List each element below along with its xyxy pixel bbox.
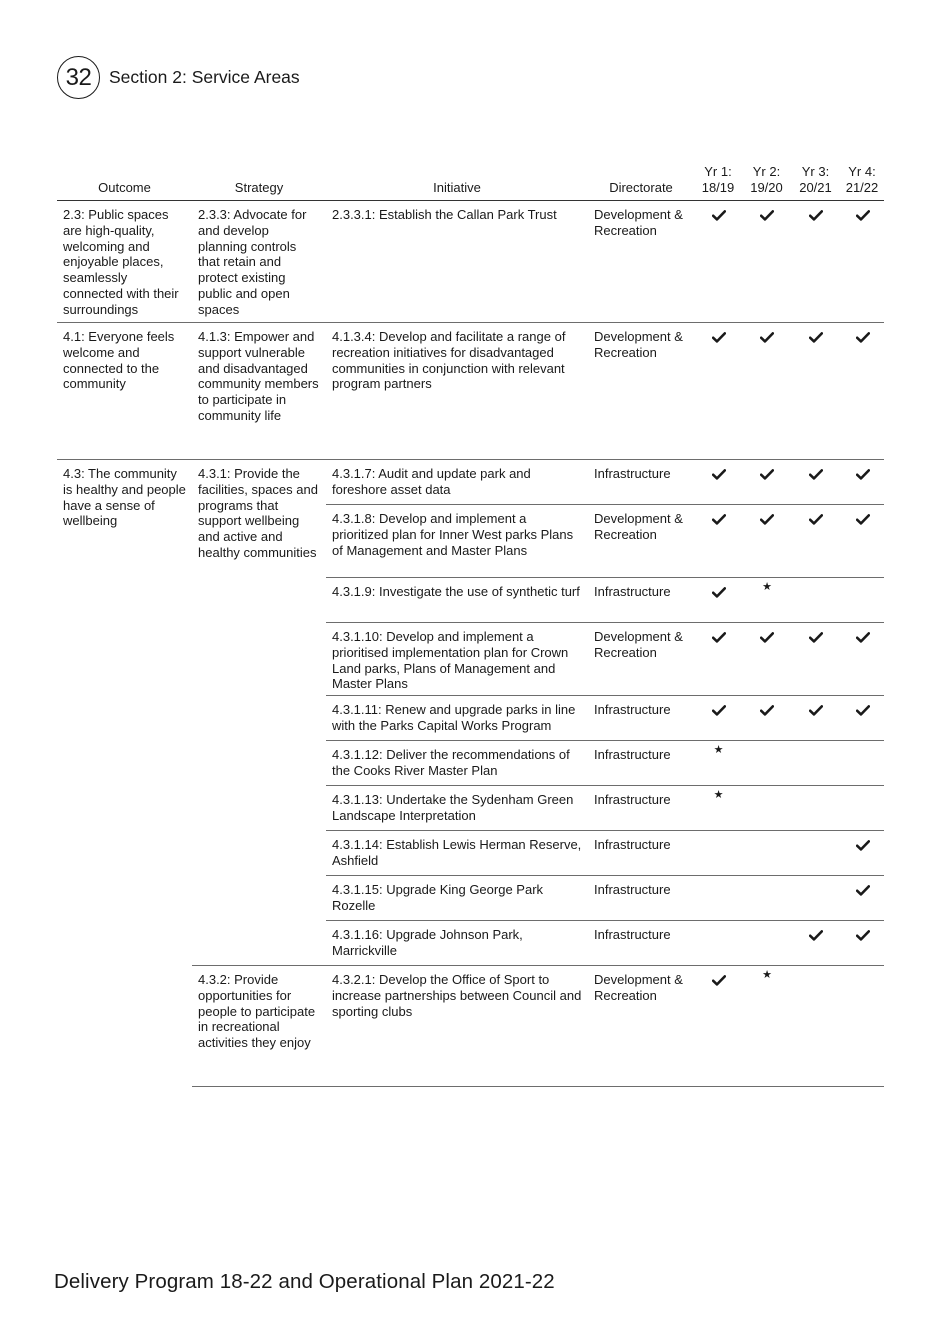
yr4-mark bbox=[840, 460, 884, 505]
yr1-mark bbox=[694, 460, 742, 505]
yr3-mark bbox=[791, 578, 840, 623]
directorate-cell: Development & Recreation bbox=[588, 966, 694, 1087]
yr4-mark bbox=[840, 876, 884, 921]
yr3-mark bbox=[791, 696, 840, 741]
yr2-mark bbox=[742, 578, 791, 623]
initiative-cell: 4.3.1.9: Investigate the use of synthetic turf bbox=[326, 578, 588, 623]
yr2-mark bbox=[742, 921, 791, 966]
yr3-mark bbox=[791, 460, 840, 505]
check-icon bbox=[856, 705, 870, 716]
directorate-cell: Development & Recreation bbox=[588, 623, 694, 696]
yr1-mark bbox=[694, 696, 742, 741]
initiative-cell: 4.3.1.7: Audit and update park and foreshore asset data bbox=[326, 460, 588, 505]
yr3-mark bbox=[791, 876, 840, 921]
yr4-mark bbox=[840, 831, 884, 876]
yr3-mark bbox=[791, 741, 840, 786]
yr3-mark bbox=[791, 786, 840, 831]
yr3-mark bbox=[791, 201, 840, 323]
table-row bbox=[57, 323, 884, 460]
plan-table bbox=[57, 160, 884, 1087]
directorate-cell: Infrastructure bbox=[588, 831, 694, 876]
initiative-cell: 4.3.1.14: Establish Lewis Herman Reserve, Ashfield bbox=[326, 831, 588, 876]
page-header bbox=[57, 56, 300, 99]
yr1-mark bbox=[694, 741, 742, 786]
check-icon bbox=[712, 705, 726, 716]
check-icon bbox=[856, 885, 870, 896]
col-yr1: Yr 1: 18/19 bbox=[694, 160, 742, 201]
initiative-cell: 4.3.2.1: Develop the Office of Sport to increase partnerships between Council and sporting clubs bbox=[326, 966, 588, 1087]
col-initiative: Initiative bbox=[326, 160, 588, 201]
directorate-cell: Infrastructure bbox=[588, 786, 694, 831]
directorate-cell: Infrastructure bbox=[588, 696, 694, 741]
strategy-cell: 4.3.2: Provide opportunities for people to participate in recreational activities they enjoy bbox=[192, 966, 326, 1087]
check-icon bbox=[712, 332, 726, 343]
star-icon: ★ bbox=[762, 969, 772, 982]
yr1-mark bbox=[694, 201, 742, 323]
directorate-cell: Infrastructure bbox=[588, 741, 694, 786]
yr1-mark bbox=[694, 505, 742, 578]
yr2-mark bbox=[742, 876, 791, 921]
star-icon: ★ bbox=[713, 789, 724, 802]
yr1-mark bbox=[694, 578, 742, 623]
yr2-mark bbox=[742, 460, 791, 505]
yr4-mark bbox=[840, 623, 884, 696]
section-title: Section 2: Service Areas bbox=[109, 67, 300, 87]
yr2-mark bbox=[742, 831, 791, 876]
check-icon bbox=[760, 210, 774, 221]
col-outcome: Outcome bbox=[57, 160, 192, 201]
check-icon bbox=[712, 514, 726, 525]
check-icon bbox=[760, 469, 774, 480]
check-icon bbox=[856, 332, 870, 343]
yr2-mark bbox=[742, 966, 791, 1087]
check-icon bbox=[760, 705, 774, 716]
outcome-cell: 2.3: Public spaces are high-quality, welcoming and enjoyable places, seamlessly connected with their surroundings bbox=[57, 201, 192, 323]
yr3-mark bbox=[791, 323, 840, 460]
initiative-cell: 4.3.1.11: Renew and upgrade parks in line with the Parks Capital Works Program bbox=[326, 696, 588, 741]
check-icon bbox=[809, 930, 823, 941]
check-icon bbox=[856, 210, 870, 221]
yr4-mark bbox=[840, 966, 884, 1087]
directorate-cell: Development & Recreation bbox=[588, 505, 694, 578]
initiative-cell: 4.3.1.13: Undertake the Sydenham Green Landscape Interpretation bbox=[326, 786, 588, 831]
yr4-mark bbox=[840, 786, 884, 831]
col-yr2: Yr 2: 19/20 bbox=[742, 160, 791, 201]
yr2-mark bbox=[742, 323, 791, 460]
yr1-mark bbox=[694, 966, 742, 1087]
header-row bbox=[57, 160, 884, 201]
outcome-cell: 4.1: Everyone feels welcome and connected to the community bbox=[57, 323, 192, 460]
initiative-cell: 4.1.3.4: Develop and facilitate a range of recreation initiatives for disadvantaged communities in conjunction with relevant program partners bbox=[326, 323, 588, 460]
yr2-mark bbox=[742, 741, 791, 786]
star-icon: ★ bbox=[713, 744, 724, 757]
yr2-mark bbox=[742, 696, 791, 741]
yr3-mark bbox=[791, 966, 840, 1087]
check-icon bbox=[809, 210, 823, 221]
yr1-mark bbox=[694, 921, 742, 966]
table-row bbox=[57, 460, 884, 505]
yr2-mark bbox=[742, 505, 791, 578]
col-yr3: Yr 3: 20/21 bbox=[791, 160, 840, 201]
check-icon bbox=[856, 930, 870, 941]
col-yr4: Yr 4: 21/22 bbox=[840, 160, 884, 201]
directorate-cell: Infrastructure bbox=[588, 578, 694, 623]
col-directorate: Directorate bbox=[588, 160, 694, 201]
yr4-mark bbox=[840, 201, 884, 323]
initiative-cell: 2.3.3.1: Establish the Callan Park Trust bbox=[326, 201, 588, 323]
yr4-mark bbox=[840, 921, 884, 966]
initiative-cell: 4.3.1.10: Develop and implement a prioritised implementation plan for Crown Land parks, Plans of Management and Master Plans bbox=[326, 623, 588, 696]
check-icon bbox=[712, 975, 726, 986]
check-icon bbox=[856, 632, 870, 643]
initiative-cell: 4.3.1.16: Upgrade Johnson Park, Marrickville bbox=[326, 921, 588, 966]
check-icon bbox=[856, 514, 870, 525]
yr1-mark bbox=[694, 876, 742, 921]
directorate-cell: Infrastructure bbox=[588, 876, 694, 921]
strategy-cell: 4.1.3: Empower and support vulnerable and disadvantaged community members to participate in community life bbox=[192, 323, 326, 460]
footer-title: Delivery Program 18-22 and Operational Plan 2021-22 bbox=[54, 1270, 555, 1293]
check-icon bbox=[760, 514, 774, 525]
page-number: 32 bbox=[57, 56, 100, 99]
yr2-mark bbox=[742, 201, 791, 323]
initiative-cell: 4.3.1.12: Deliver the recommendations of the Cooks River Master Plan bbox=[326, 741, 588, 786]
col-strategy: Strategy bbox=[192, 160, 326, 201]
table-row bbox=[57, 201, 884, 323]
check-icon bbox=[760, 632, 774, 643]
strategy-cell: 4.3.1: Provide the facilities, spaces and programs that support wellbeing and active and healthy communities bbox=[192, 460, 326, 966]
outcome-cell: 4.3: The community is healthy and people have a sense of wellbeing bbox=[63, 466, 186, 529]
yr1-mark bbox=[694, 786, 742, 831]
directorate-cell: Development & Recreation bbox=[588, 201, 694, 323]
check-icon bbox=[712, 469, 726, 480]
yr1-mark bbox=[694, 323, 742, 460]
check-icon bbox=[809, 632, 823, 643]
directorate-cell: Infrastructure bbox=[588, 460, 694, 505]
check-icon bbox=[809, 332, 823, 343]
yr3-mark bbox=[791, 623, 840, 696]
yr3-mark bbox=[791, 505, 840, 578]
yr2-mark bbox=[742, 623, 791, 696]
check-icon bbox=[760, 332, 774, 343]
directorate-cell: Development & Recreation bbox=[588, 323, 694, 460]
check-icon bbox=[809, 514, 823, 525]
yr1-mark bbox=[694, 623, 742, 696]
yr4-mark bbox=[840, 741, 884, 786]
star-icon: ★ bbox=[762, 581, 772, 594]
yr3-mark bbox=[791, 921, 840, 966]
check-icon bbox=[856, 840, 870, 851]
yr4-mark bbox=[840, 578, 884, 623]
yr4-mark bbox=[840, 323, 884, 460]
yr4-mark bbox=[840, 505, 884, 578]
directorate-cell: Infrastructure bbox=[588, 921, 694, 966]
initiative-cell: 4.3.1.8: Develop and implement a prioritized plan for Inner West parks Plans of Management and Master Plans bbox=[326, 505, 588, 578]
initiative-cell: 4.3.1.15: Upgrade King George Park Rozelle bbox=[326, 876, 588, 921]
check-icon bbox=[856, 469, 870, 480]
yr1-mark bbox=[694, 831, 742, 876]
check-icon bbox=[712, 632, 726, 643]
yr2-mark bbox=[742, 786, 791, 831]
yr3-mark bbox=[791, 831, 840, 876]
check-icon bbox=[712, 210, 726, 221]
yr4-mark bbox=[840, 696, 884, 741]
strategy-cell: 2.3.3: Advocate for and develop planning controls that retain and protect existing public and open spaces bbox=[192, 201, 326, 323]
check-icon bbox=[809, 705, 823, 716]
check-icon bbox=[809, 469, 823, 480]
check-icon bbox=[712, 587, 726, 598]
